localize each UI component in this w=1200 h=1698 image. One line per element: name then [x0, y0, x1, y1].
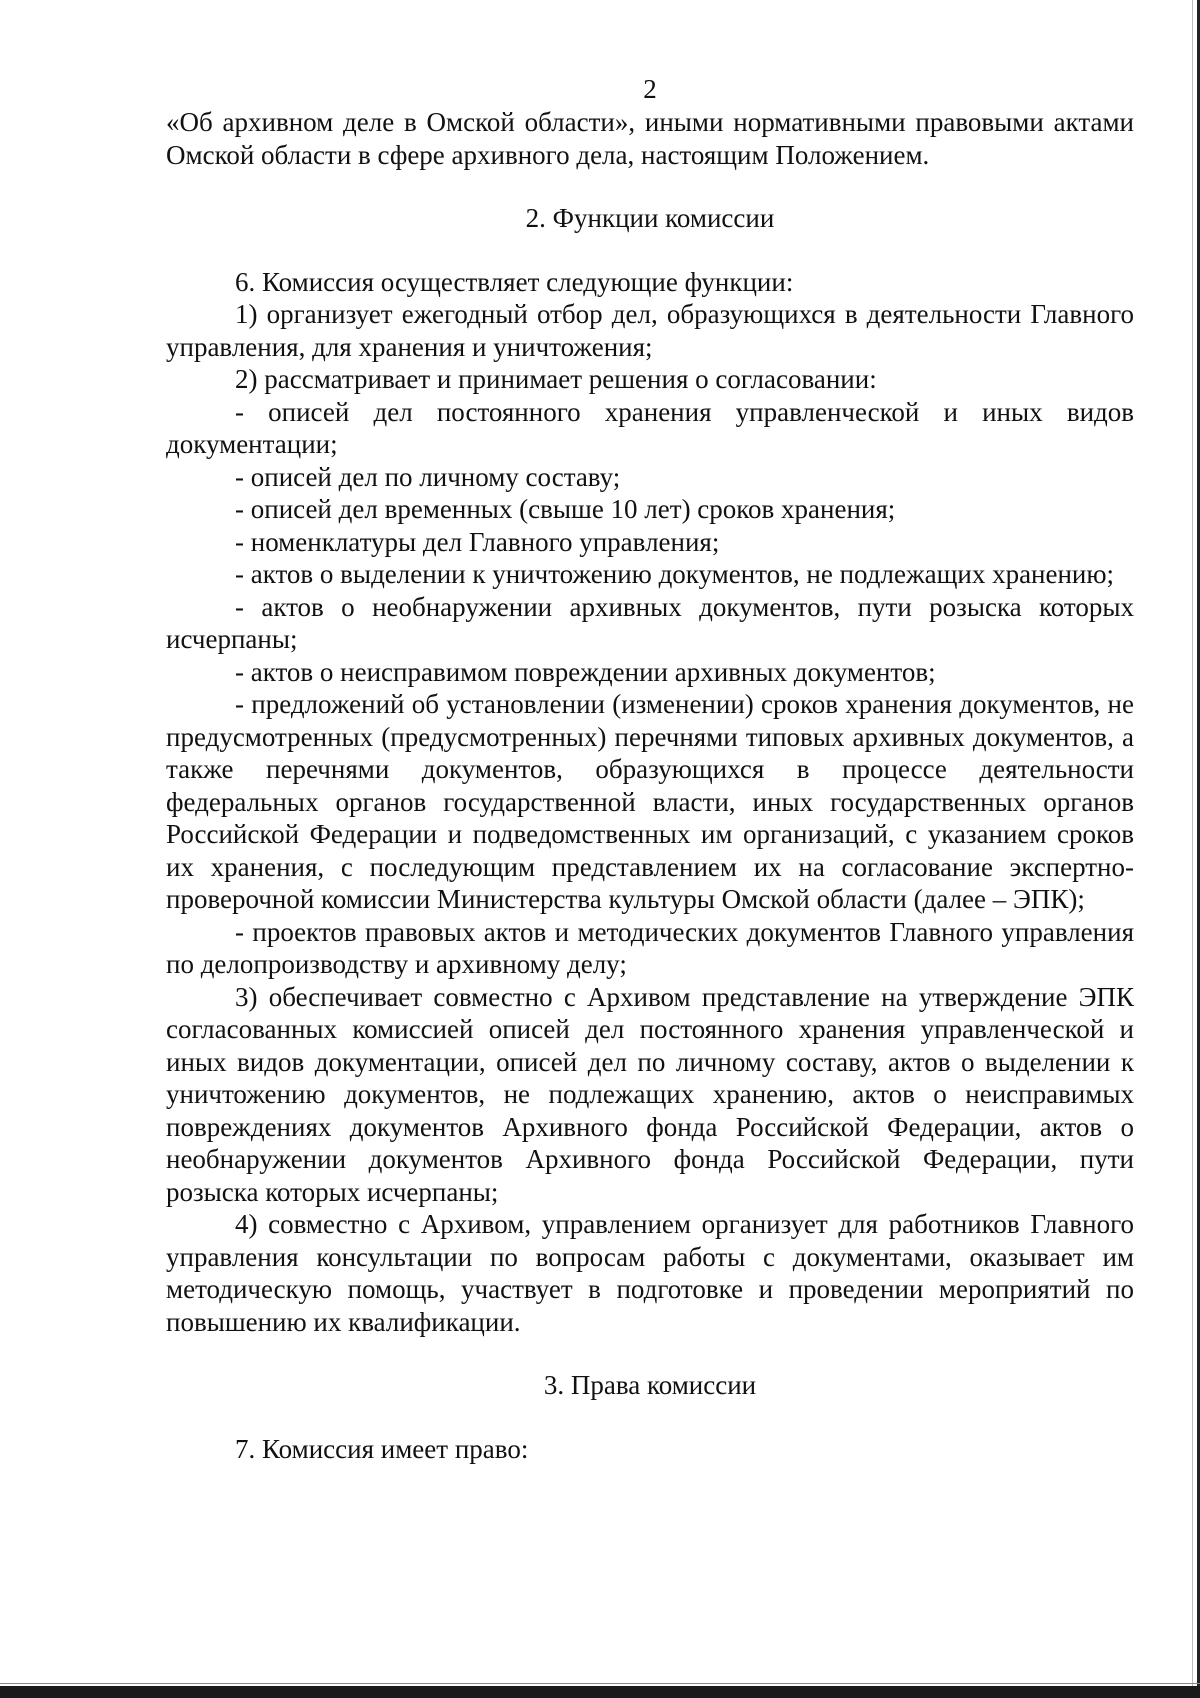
sub-item: - актов о неисправимом повреждении архивных документов; — [235, 656, 936, 687]
section-heading-functions: 2. Функции комиссии — [525, 203, 775, 233]
section-heading-rights: 3. Права комиссии — [543, 1370, 757, 1400]
scan-edge-bottom-line — [0, 1683, 1200, 1684]
intro-paragraph: «Об архивном деле в Омской области», иными нормативными правовыми актами Омской области в сфере архивного дела, настоящим Положением. — [166, 107, 1134, 170]
paragraph-7: 7. Комиссия имеет право: — [235, 1433, 529, 1464]
sub-item: - описей дел временных (свыше 10 лет) сроков хранения; — [235, 494, 896, 524]
page-content — [166, 72, 1134, 1465]
list-item-2: 2) рассматривает и принимает решения о согласовании: — [235, 364, 877, 394]
sub-item: - номенклатуры дел Главного управления; — [235, 526, 720, 557]
scan-edge-inner — [1192, 0, 1193, 1698]
list-item-1: 1) организует ежегодный отбор дел, образующихся в деятельности Главного управления, для хранения и уничтожения; — [166, 299, 1134, 362]
sub-item: - актов о необнаружении архивных документов, пути розыска которых исчерпаны; — [166, 591, 1134, 654]
list-item-4: 4) совместно с Архивом, управлением организует для работников Главного управления консультации по вопросам работы с документами, оказывает им методическую помощь, участвует в подготовке и проведении мероприятий по повышению их квалификации. — [166, 1209, 1134, 1337]
sub-item: - предложений об установлении (изменении) сроков хранения документов, не предусмотренных (предусмотренных) перечнями типовых архивных документов, а также перечнями документов, образующихся в процессе деятельности федеральных органов государственной власти, иных государственных органов Российской Федерации и подведомственных им организаций, с указанием сроков их хранения, с последующим представлением их на согласование экспертно-проверочной комиссии Министерства культуры Омской области (далее – ЭПК); — [166, 689, 1134, 914]
paragraph-6: 6. Комиссия осуществляет следующие функции: — [235, 266, 794, 297]
list-item-3: 3) обеспечивает совместно с Архивом представление на утверждение ЭПК согласованных комиссией описей дел постоянного хранения управленческой и иных видов документации, описей дел по личному составу, актов о выделении к уничтожению документов, не подлежащих хранению, актов о неисправимых повреждениях документов Архивного фонда Российской Федерации, актов о необнаружении документов Архивного фонда Российской Федерации, пути розыска которых исчерпаны; — [166, 981, 1134, 1207]
sub-item: - описей дел постоянного хранения управленческой и иных видов документации; — [166, 396, 1134, 459]
scan-edge-bottom — [0, 1686, 1200, 1698]
sub-item: - описей дел по личному составу; — [235, 461, 621, 492]
sub-item: - актов о выделении к уничтожению документов, не подлежащих хранению; — [235, 559, 1115, 589]
sub-item: - проектов правовых актов и методических документов Главного управления по делопроизводству и архивному делу; — [166, 916, 1134, 979]
page-number: 2 — [643, 74, 657, 104]
